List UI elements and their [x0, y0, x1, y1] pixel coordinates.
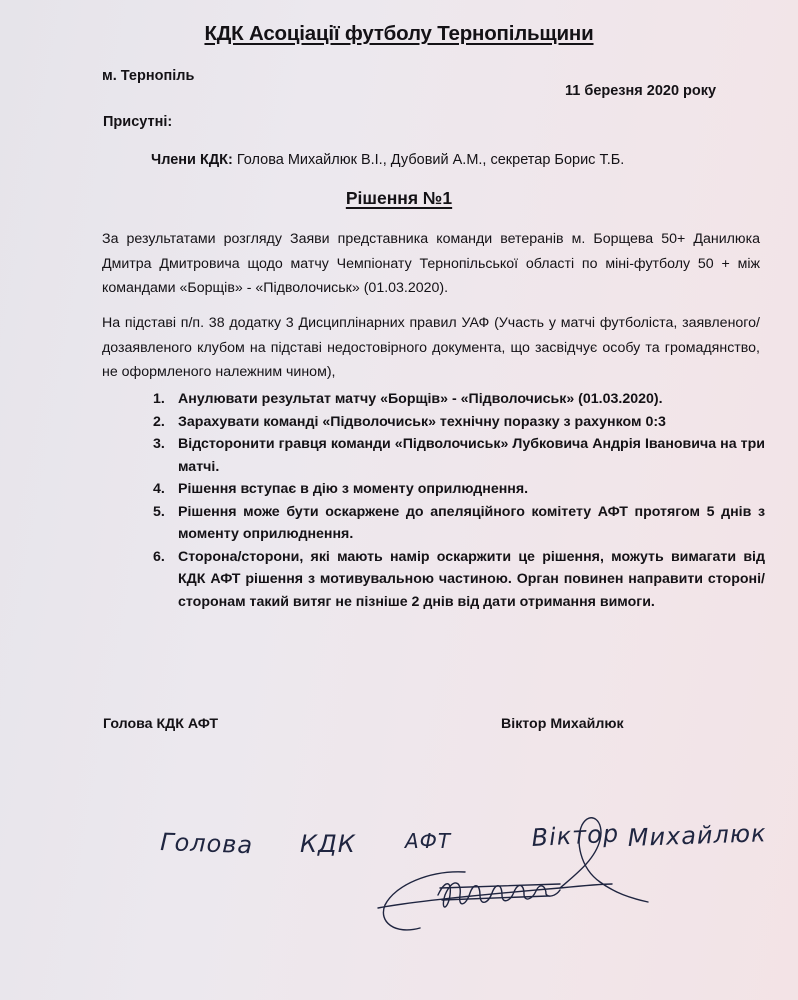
present-label: Присутні: — [103, 114, 173, 130]
item-number: 3. — [153, 436, 165, 452]
header-title-text: КДК Асоціації футболу Тернопільщини — [204, 22, 594, 45]
item-text: Рішення вступає в дію з моменту оприлюднення. — [178, 481, 529, 497]
item-number: 1. — [153, 391, 165, 407]
signatory-position: Голова КДК АФТ — [103, 716, 219, 732]
handwritten-word: Голова — [159, 828, 254, 860]
item-text: Сторона/сторони, які мають намір оскаржити це рішення, можуть вимагати від КДК АФТ рішення з мотивувальною частиною. Орган повинен направити стороні/сторонам такий витяг не пізніше 2 днів від дати отримання вимоги. — [178, 548, 765, 610]
item-text: Відсторонити гравця команди «Підволочиськ» Лубковича Андрія Івановича на три матчі. — [178, 436, 765, 475]
members-label: Члени КДК: — [151, 152, 233, 168]
item-number: 5. — [153, 503, 165, 520]
handwritten-word: Михайлюк — [627, 819, 767, 852]
document-date: 11 березня 2020 року — [565, 83, 717, 99]
decision-title-text: Рішення №1 — [345, 188, 453, 208]
members-text: Голова Михайлюк В.І., Дубовий А.М., секретар Борис Т.Б. — [232, 152, 625, 168]
item-number: 6. — [153, 548, 165, 565]
item-text: Рішення може бути оскаржене до апеляційного комітету АФТ протягом 5 днів з моменту оприлюднення. — [178, 503, 765, 542]
handwritten-word: КДК — [300, 830, 356, 858]
handwritten-word: Віктор — [530, 819, 620, 852]
signatory-name: Віктор Михайлюк — [501, 716, 624, 732]
document-city: м. Тернопіль — [102, 68, 195, 84]
item-number: 4. — [153, 481, 165, 497]
item-number: 2. — [153, 413, 165, 430]
item-text: Анулювати результат матчу «Борщів» - «Підволочиськ» (01.03.2020). — [178, 391, 663, 407]
item-text: Зарахувати команді «Підволочиськ» технічну поразку з рахунком 0:3 — [178, 413, 666, 430]
paragraph-preamble: За результатами розгляду Заяви представника команди ветеранів м. Борщева 50+ Данилюка Дмитра Дмитровича щодо матчу Чемпіонату Тернопільської області по міні-футболу 50 + між командами «Борщів» - «Підволочиськ» (01.03.2020). — [102, 231, 760, 296]
handwritten-word: АФТ — [405, 829, 452, 853]
paragraph-legal-basis: На підставі п/п. 38 додатку 3 Дисциплінарних правил УАФ (Участь у матчі футболіста, заявленого/дозаявленого клубом на підставі недостовірного документа, що засвідчує особу та громадянство, не оформленого належним чином), — [102, 315, 760, 380]
